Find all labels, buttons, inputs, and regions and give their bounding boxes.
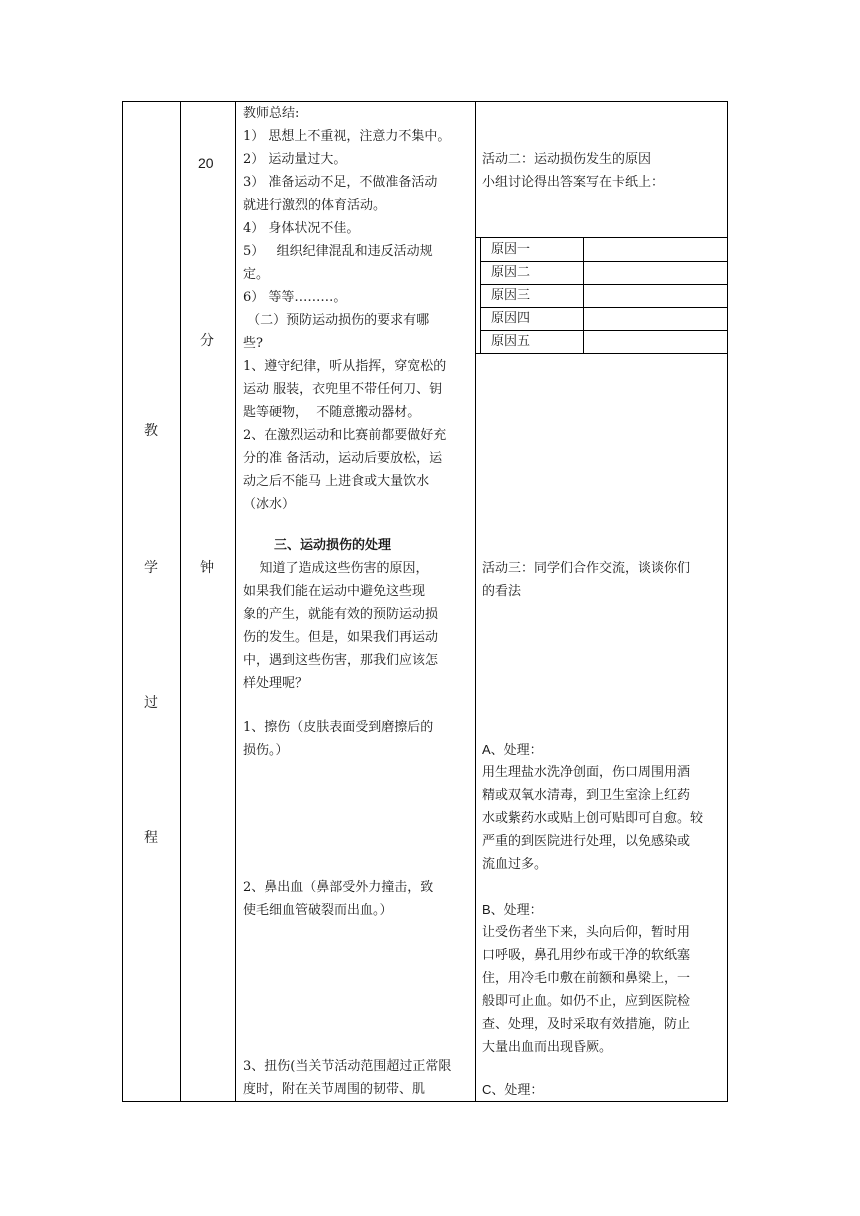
activity-two-line: 小组讨论得出答案写在卡纸上： xyxy=(482,175,665,190)
prevention-line: 运动 服装，衣兜里不带任何刀、钥 xyxy=(243,382,443,397)
section-paragraph-line: 中，遇到这些伤害，那我们应该怎 xyxy=(243,653,439,668)
prevention-line: 分的准 备活动，运动后要放松，运 xyxy=(243,451,443,466)
injury-item-abrasion: 损伤。） xyxy=(243,743,289,758)
reason-label: 原因三 xyxy=(491,288,531,303)
summary-item: 2） 运动量过大。 xyxy=(243,152,347,167)
table-bottom-border xyxy=(122,1101,728,1102)
table-left-border xyxy=(122,101,123,1102)
side-label-char-1: 教 xyxy=(144,423,158,439)
treatment-b-label: B、处理： xyxy=(482,902,543,917)
summary-title: 教师总结: xyxy=(243,106,300,121)
activity-three-line: 的看法 xyxy=(482,584,522,599)
treatment-b-line: 查、处理，及时采取有效措施，防止 xyxy=(482,1017,691,1032)
prevention-line: 匙等硬物， 不随意搬动器材。 xyxy=(243,405,421,420)
table-top-border xyxy=(122,101,728,102)
section-paragraph-line: 知道了造成这些伤害的原因， xyxy=(243,561,429,576)
treatment-a-line: 流血过多。 xyxy=(482,857,548,872)
section-paragraph-line: 伤的发生。但是，如果我们再运动 xyxy=(243,630,439,645)
prevention-line: 动之后不能马 上进食或大量饮水 xyxy=(243,474,430,489)
summary-item: 定。 xyxy=(243,267,270,282)
prevention-title: （二）预防运动损伤的要求有哪 xyxy=(243,313,430,328)
reason-label: 原因四 xyxy=(491,311,531,326)
injury-item-sprain: 度时，附在关节周围的韧带、肌 xyxy=(243,1082,426,1097)
column-divider-3 xyxy=(475,101,476,1102)
treatment-b-line: 大量出血而出现昏厥。 xyxy=(482,1040,613,1055)
reason-table-mid xyxy=(583,237,584,354)
activity-three-line: 活动三：同学们合作交流，谈谈你们 xyxy=(482,561,691,576)
injury-item-nosebleed: 2、鼻出血（鼻部受外力撞击，致 xyxy=(243,880,434,895)
treatment-b-line: 让受伤者坐下来，头向后仰，暂时用 xyxy=(482,925,691,940)
treatment-c-label: C、处理： xyxy=(482,1082,544,1097)
summary-item: 就进行激烈的体育活动。 xyxy=(243,198,387,213)
reason-table-left xyxy=(480,237,481,354)
prevention-line: 2、在激烈运动和比赛前都要做好充 xyxy=(243,428,447,443)
summary-item: 5） 组织纪律混乱和违反活动规 xyxy=(243,244,433,259)
injury-item-sprain: 3、扭伤(当关节活动范围超过正常限 xyxy=(243,1059,452,1074)
summary-item: 4） 身体状况不佳。 xyxy=(243,221,360,236)
section-paragraph-line: 样处理呢？ xyxy=(243,676,309,691)
treatment-b-line: 住，用冷毛巾敷在前额和鼻梁上，一 xyxy=(482,971,691,986)
summary-item: 6） 等等………。 xyxy=(243,290,347,305)
treatment-b-line: 般即可止血。如仍不止，应到医院检 xyxy=(482,994,691,1009)
side-label-char-4: 程 xyxy=(144,830,158,846)
injury-item-nosebleed: 使毛细血管破裂而出血。） xyxy=(243,903,393,918)
summary-item: 1） 思想上不重视，注意力不集中。 xyxy=(243,129,451,144)
time-unit-clock: 钟 xyxy=(200,560,214,576)
side-label-char-2: 学 xyxy=(144,560,158,576)
section-paragraph-line: 象的产生，就能有效的预防运动损 xyxy=(243,607,439,622)
treatment-a-line: 严重的到医院进行处理，以免感染或 xyxy=(482,834,691,849)
reason-label: 原因二 xyxy=(491,265,531,280)
reason-table-bottom xyxy=(475,353,728,354)
reason-label: 原因一 xyxy=(491,242,531,257)
side-label-char-3: 过 xyxy=(144,695,158,711)
treatment-a-line: 精或双氧水清毒，到卫生室涂上红药 xyxy=(482,788,691,803)
table-right-border xyxy=(727,101,728,1102)
treatment-a-line: 水或紫药水或贴上创可贴即可自愈。较 xyxy=(482,811,704,826)
time-value: 20 xyxy=(198,155,214,171)
prevention-line: （冰水） xyxy=(243,497,296,512)
prevention-title: 些? xyxy=(243,336,263,351)
section-heading: 三、运动损伤的处理 xyxy=(274,538,392,553)
treatment-b-line: 口呼吸，鼻孔用纱布或干净的软纸塞 xyxy=(482,948,691,963)
reason-label: 原因五 xyxy=(491,334,531,349)
column-divider-2 xyxy=(235,101,236,1102)
time-unit-minutes: 分 xyxy=(200,333,214,349)
section-paragraph-line: 如果我们能在运动中避免这些现 xyxy=(243,584,426,599)
treatment-a-line: 用生理盐水洗净创面，伤口周围用酒 xyxy=(482,765,691,780)
summary-item: 3） 准备运动不足，不做准备活动 xyxy=(243,175,438,190)
prevention-line: 1、遵守纪律，听从指挥，穿宽松的 xyxy=(243,359,447,374)
treatment-a-label: A、处理： xyxy=(482,742,543,757)
column-divider-1 xyxy=(180,101,181,1102)
injury-item-abrasion: 1、擦伤（皮肤表面受到磨擦后的 xyxy=(243,720,434,735)
activity-two-line: 活动二：运动损伤发生的原因 xyxy=(482,152,652,167)
